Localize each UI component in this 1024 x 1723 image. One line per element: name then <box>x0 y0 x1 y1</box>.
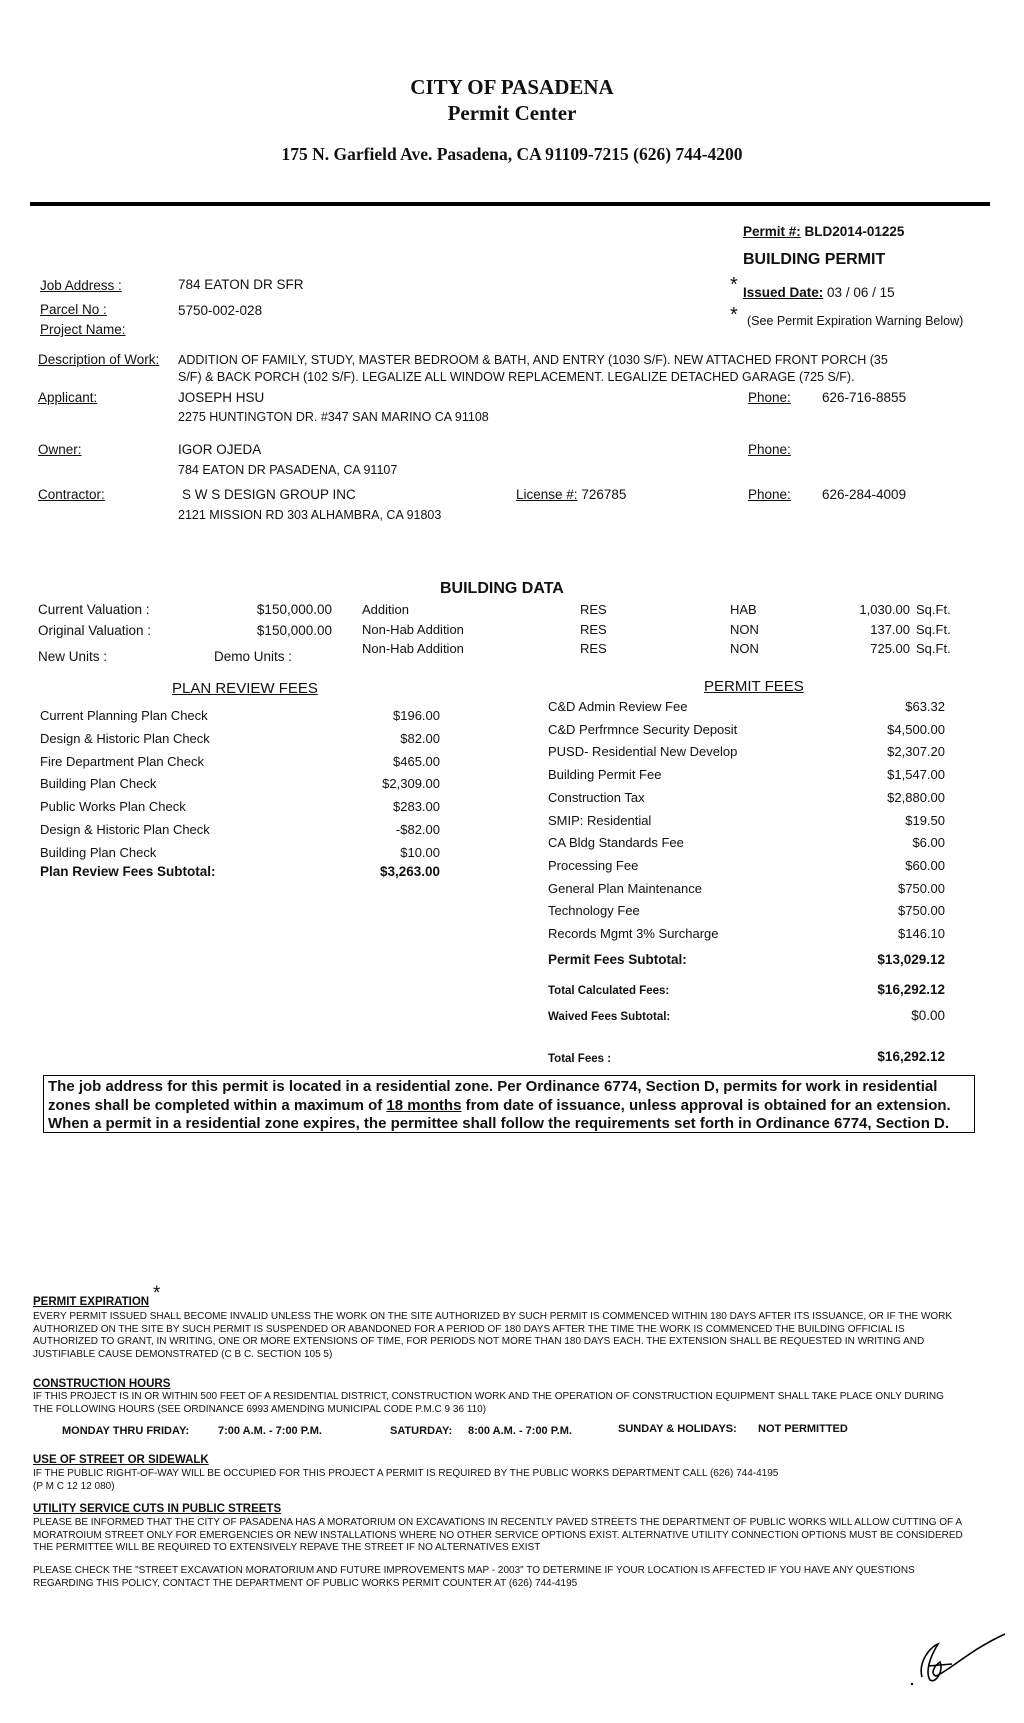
plan-review-item-label: Fire Department Plan Check <box>40 754 205 769</box>
permit-fee-item-amount: $146.10 <box>898 926 945 941</box>
applicant-address: 2275 HUNTINGTON DR. #347 SAN MARINO CA 91108 <box>178 410 489 424</box>
applicant-phone-label: Phone: <box>748 390 791 405</box>
expiration-title: PERMIT EXPIRATION <box>33 1296 150 1308</box>
permit-fee-item-amount: $19.50 <box>905 813 945 828</box>
waived-amount: $0.00 <box>911 1008 945 1023</box>
plan-review-item-label: Public Works Plan Check <box>40 799 186 814</box>
project-name-label: Project Name: <box>40 322 126 337</box>
new-units-label: New Units : <box>38 649 108 664</box>
demo-units-label: Demo Units : <box>214 649 293 664</box>
sunday-label: SUNDAY & HOLIDAYS: <box>618 1423 737 1435</box>
description-label: Description of Work: <box>38 352 160 367</box>
plan-review-item-label: Current Planning Plan Check <box>40 708 208 723</box>
permit-fee-item-label: General Plan Maintenance <box>548 881 702 896</box>
saturday-hours: 8:00 A.M. - 7:00 P.M. <box>468 1425 572 1437</box>
utility-text-2: PLEASE CHECK THE "STREET EXCAVATION MORATORIUM AND FUTURE IMPROVEMENTS MAP - 2003" TO DETERMINE IF YOUR LOCATION IS AFFECTED IF YOU HAVE ANY QUESTIONS REGARDING THIS POLICY, CONTACT THE DEPARTMENT OF PUBLIC WORKS PERMIT COUNTER AT (626) 744-4195 <box>33 1565 915 1589</box>
current-valuation: $150,000.00 <box>256 602 332 617</box>
plan-review-subtotal: $3,263.00 <box>379 864 440 879</box>
parcel-label: Parcel No : <box>40 302 107 317</box>
expiration-note: (See Permit Expiration Warning Below) <box>747 314 964 328</box>
weekday-label: MONDAY THRU FRIDAY: <box>62 1425 190 1437</box>
construction-hours-text: IF THIS PROJECT IS IN OR WITHIN 500 FEET OF A RESIDENTIAL DISTRICT, CONSTRUCTION WORK AND THE OPERATION OF CONSTRUCTION EQUIPMENT SHALL TAKE PLACE ONLY DURING THE FOLLOWING HOURS (SEE ORDINANCE 6993 AMENDING MUNICIPAL CODE P.M.C 9 36 110) <box>33 1391 944 1415</box>
applicant-name: JOSEPH HSU <box>178 390 265 405</box>
applicant-label: Applicant: <box>38 390 98 405</box>
applicant-phone: 626-716-8855 <box>822 390 907 405</box>
plan-review-subtotal-label: Plan Review Fees Subtotal: <box>40 864 216 879</box>
permit-fee-item-amount: $4,500.00 <box>887 722 945 737</box>
current-valuation-label: Current Valuation : <box>38 602 150 617</box>
permit-fee-item-label: Technology Fee <box>548 903 640 918</box>
permit-center-title: Permit Center <box>447 101 577 125</box>
city-name: CITY OF PASADENA <box>410 75 614 99</box>
permit-fees-subtotal-label: Permit Fees Subtotal: <box>548 952 687 967</box>
permit-fee-item-amount: $6.00 <box>912 835 945 850</box>
sunday-hours: NOT PERMITTED <box>758 1423 848 1435</box>
permit-fee-item-label: PUSD- Residential New Develop <box>548 744 738 759</box>
plan-review-item-amount: -$82.00 <box>395 822 440 837</box>
permit-fee-item-amount: $60.00 <box>905 858 945 873</box>
plan-review-item-amount: $465.00 <box>393 754 440 769</box>
weekday-hours: 7:00 A.M. - 7:00 P.M. <box>218 1425 322 1437</box>
contractor-phone-label: Phone: <box>748 487 791 502</box>
bd-row-3-area: 725.00 <box>870 641 910 656</box>
saturday-label: SATURDAY: <box>390 1425 453 1437</box>
plan-review-item-amount: $10.00 <box>400 845 440 860</box>
bd-row-3-unit: Sq.Ft. <box>916 641 951 656</box>
license-number: 726785 <box>581 487 627 502</box>
permit-fees-title: PERMIT FEES <box>704 678 804 695</box>
total-fees-label: Total Fees : <box>548 1053 612 1065</box>
plan-review-item-amount: $283.00 <box>393 799 440 814</box>
bd-row-3-occ: RES <box>580 641 607 656</box>
permit-fee-item-amount: $2,880.00 <box>887 790 945 805</box>
permit-number: BLD2014-01225 <box>804 224 905 239</box>
contractor-label: Contractor: <box>38 487 105 502</box>
permit-fee-item-amount: $750.00 <box>898 903 945 918</box>
job-address: 784 EATON DR SFR <box>178 277 304 292</box>
bd-row-1-area: 1,030.00 <box>859 602 910 617</box>
job-address-label: Job Address : <box>40 278 122 293</box>
header-rule <box>30 202 990 206</box>
issued-date-label: Issued Date: <box>743 285 824 300</box>
plan-review-item-amount: $196.00 <box>393 708 440 723</box>
bd-row-1-hab: HAB <box>730 602 757 617</box>
bd-row-2-type: Non-Hab Addition <box>362 622 464 637</box>
permit-fee-item-label: C&D Admin Review Fee <box>548 699 688 714</box>
bd-row-2-area: 137.00 <box>870 622 910 637</box>
permit-fees-subtotal: $13,029.12 <box>877 952 945 967</box>
owner-phone-label: Phone: <box>748 442 791 457</box>
permit-fee-item-label: Processing Fee <box>548 858 639 873</box>
permit-fee-item-amount: $63.32 <box>905 699 945 714</box>
waived-label: Waived Fees Subtotal: <box>548 1011 671 1023</box>
construction-hours-title: CONSTRUCTION HOURS <box>33 1378 171 1390</box>
warning-months: 18 months <box>386 1096 462 1114</box>
signature-scribble <box>900 1622 1010 1692</box>
owner-address: 784 EATON DR PASADENA, CA 91107 <box>178 463 398 477</box>
parcel-number: 5750-002-028 <box>178 303 263 318</box>
bd-row-1-unit: Sq.Ft. <box>916 602 951 617</box>
total-calculated: $16,292.12 <box>877 982 945 997</box>
original-valuation: $150,000.00 <box>256 623 332 638</box>
permit-fee-item-label: Building Permit Fee <box>548 767 662 782</box>
permit-fee-item-label: CA Bldg Standards Fee <box>548 835 684 850</box>
original-valuation-label: Original Valuation : <box>38 623 152 638</box>
street-use-text-1: IF THE PUBLIC RIGHT-OF-WAY WILL BE OCCUPIED FOR THIS PROJECT A PERMIT IS REQUIRED BY THE PUBLIC WORKS DEPARTMENT CALL (626) 744-4195 <box>33 1468 779 1479</box>
permit-number-label: Permit #: <box>743 224 801 239</box>
expiration-title-asterisk: * <box>153 1283 161 1304</box>
bd-row-1-occ: RES <box>580 602 607 617</box>
permit-fee-item-label: SMIP: Residential <box>548 813 652 828</box>
permit-fee-item-label: Records Mgmt 3% Surcharge <box>548 926 719 941</box>
issued-date: 03 / 06 / 15 <box>827 285 895 300</box>
bd-row-2-unit: Sq.Ft. <box>916 622 951 637</box>
total-fees: $16,292.12 <box>877 1049 945 1064</box>
plan-review-item-amount: $82.00 <box>400 731 440 746</box>
street-use-title: USE OF STREET OR SIDEWALK <box>33 1454 209 1466</box>
expiration-asterisk: * <box>730 304 738 326</box>
bd-row-2-hab: NON <box>730 622 759 637</box>
permit-fee-item-amount: $750.00 <box>898 881 945 896</box>
owner-label: Owner: <box>38 442 82 457</box>
plan-review-title: PLAN REVIEW FEES <box>172 680 318 697</box>
bd-row-1-type: Addition <box>362 602 409 617</box>
plan-review-item-amount: $2,309.00 <box>382 776 440 791</box>
permit-fee-item-amount: $2,307.20 <box>887 744 945 759</box>
residential-warning-text: The job address for this permit is located in a residential zone. Per Ordinance 6774, Section D, permits for work in residential zones shall be completed within a maximum of 18 months from date of issuance, unless approval is obtained for an extension. When a permit in a residential zone expires, the permittee shall follow the requirements set forth in Ordinance 6774, Section D. <box>48 1078 951 1132</box>
residential-warning-box <box>43 1075 975 1133</box>
plan-review-item-label: Design & Historic Plan Check <box>40 731 210 746</box>
permit-fee-item-amount: $1,547.00 <box>887 767 945 782</box>
header-address: 175 N. Garfield Ave. Pasadena, CA 91109-7215 (626) 744-4200 <box>281 144 743 164</box>
plan-review-item-label: Building Plan Check <box>40 845 157 860</box>
bd-row-3-hab: NON <box>730 641 759 656</box>
permit-fee-item-label: Construction Tax <box>548 790 645 805</box>
bd-row-2-occ: RES <box>580 622 607 637</box>
utility-title: UTILITY SERVICE CUTS IN PUBLIC STREETS <box>33 1503 282 1515</box>
description-line-1: ADDITION OF FAMILY, STUDY, MASTER BEDROOM & BATH, AND ENTRY (1030 S/F). NEW ATTACHED FRONT PORCH (35 <box>178 353 888 367</box>
license-label: License #: <box>516 487 578 502</box>
permit-fee-item-label: C&D Perfrmnce Security Deposit <box>548 722 738 737</box>
contractor-phone: 626-284-4009 <box>822 487 907 502</box>
total-calculated-label: Total Calculated Fees: <box>548 985 670 997</box>
contractor-address: 2121 MISSION RD 303 ALHAMBRA, CA 91803 <box>178 508 442 522</box>
bd-row-3-type: Non-Hab Addition <box>362 641 464 656</box>
description-line-2: S/F) & BACK PORCH (102 S/F). LEGALIZE ALL WINDOW REPLACEMENT. LEGALIZE DETACHED GARAGE (725 S/F). <box>178 370 855 384</box>
owner-name: IGOR OJEDA <box>178 442 262 457</box>
permit-type: BUILDING PERMIT <box>743 251 886 268</box>
contractor-name: S W S DESIGN GROUP INC <box>182 487 356 502</box>
expiration-text: EVERY PERMIT ISSUED SHALL BECOME INVALID UNLESS THE WORK ON THE SITE AUTHORIZED BY SUCH PERMIT IS COMMENCED WITHIN 180 DAYS AFTER ITS ISSUANCE, OR IF THE WORK AUTHORIZED ON THE SITE BY SUCH PERMIT IS SUSPENDED OR ABANDONED FOR A PERIOD OF 180 DAYS AFTER THE TIME THE WORK IS COMMENCED THE BUILDING OFFICIAL IS AUTHORIZED TO GRANT, IN WRITING, ONE OR MORE EXTENSIONS OF TIME, FOR PERIODS NOT MORE THAN 180 DAYS EACH. THE EXTENSION SHALL BE REQUESTED IN WRITING AND JUSTIFIABLE CAUSE DEMONSTRATED (C B C. SECTION 105 5) <box>33 1311 953 1360</box>
building-data-title: BUILDING DATA <box>440 580 564 597</box>
utility-text-1: PLEASE BE INFORMED THAT THE CITY OF PASADENA HAS A MORATORIUM ON EXCAVATIONS IN RECENTLY PAVED STREETS THE DEPARTMENT OF PUBLIC WORKS WILL ALLOW CUTTING OF A MORATROIUM STREET ONLY FOR EMERGENCIES OR NEW INSTALLATIONS WHERE NO OTHER SERVICE OPTIONS EXIST. ALTERNATIVE UTILITY CONNECTION OPTIONS MUST BE CONSIDERED THE PERMITTEE WILL BE REQUIRED TO EXTENSIVELY REPAVE THE STREET IF NO ALTERNATIVES EXIST <box>33 1517 963 1553</box>
issued-asterisk: * <box>730 274 738 296</box>
plan-review-item-label: Building Plan Check <box>40 776 157 791</box>
plan-review-item-label: Design & Historic Plan Check <box>40 822 210 837</box>
street-use-text-2: (P M C 12 12 080) <box>33 1481 115 1492</box>
